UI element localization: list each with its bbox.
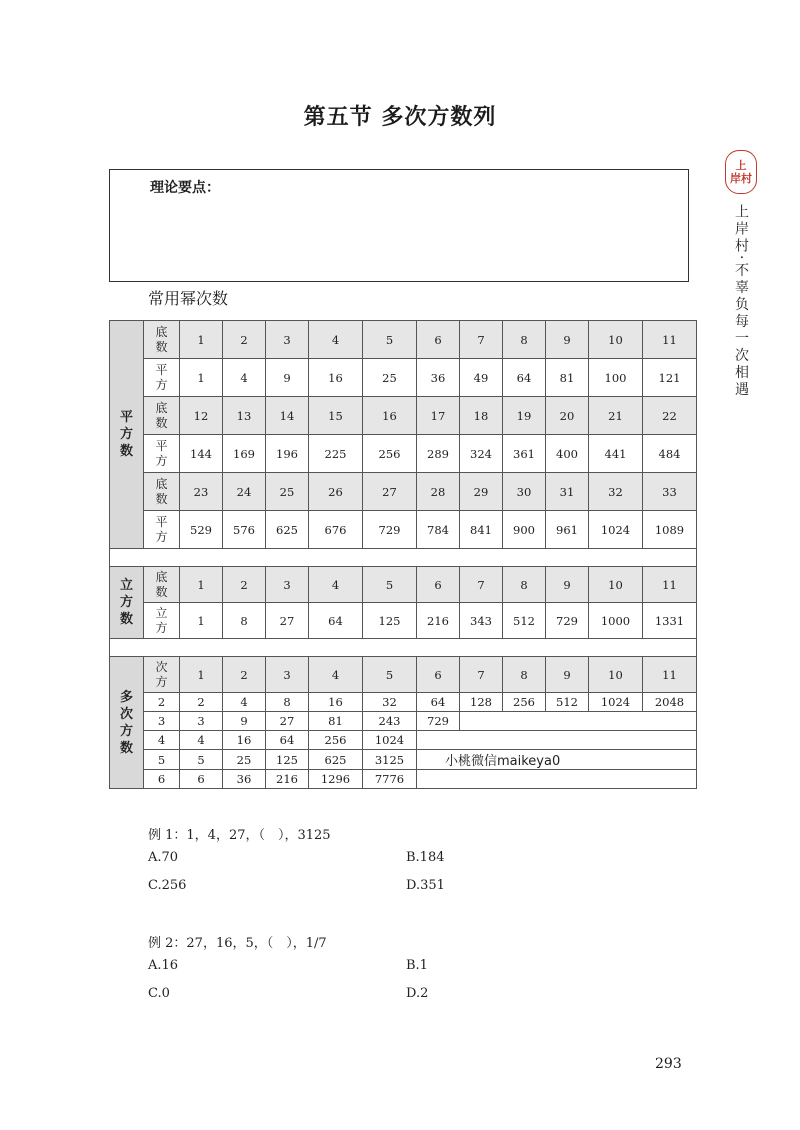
base-cell: 16 <box>363 397 417 435</box>
cube-cell: 125 <box>363 603 417 639</box>
base-cell: 6 <box>417 567 460 603</box>
square-cell: 121 <box>643 359 697 397</box>
power-cell: 8 <box>266 693 309 712</box>
empty-cell <box>417 770 697 789</box>
empty-cell <box>417 731 697 750</box>
power-base-cell: 5 <box>144 750 180 770</box>
square-cell: 784 <box>417 511 460 549</box>
base-cell: 5 <box>363 567 417 603</box>
base-cell: 7 <box>460 567 503 603</box>
square-cell: 49 <box>460 359 503 397</box>
base-cell: 1 <box>180 567 223 603</box>
square-cell: 9 <box>266 359 309 397</box>
base-cell: 3 <box>266 567 309 603</box>
power-cell: 16 <box>309 693 363 712</box>
seal-top: 上 <box>735 159 747 172</box>
square-cell: 324 <box>460 435 503 473</box>
exponent-cell: 6 <box>417 657 460 693</box>
cube-cell: 27 <box>266 603 309 639</box>
power-cell: 64 <box>417 693 460 712</box>
square-cell: 400 <box>546 435 589 473</box>
answer-option: C.0 <box>148 986 170 1001</box>
power-row <box>110 731 697 750</box>
empty-cell <box>460 712 697 731</box>
separator-row <box>110 549 697 567</box>
square-cell: 900 <box>503 511 546 549</box>
base-cell: 33 <box>643 473 697 511</box>
side-brand <box>724 150 758 398</box>
base-cell: 11 <box>643 321 697 359</box>
base-cell: 31 <box>546 473 589 511</box>
exponent-cell: 2 <box>223 657 266 693</box>
power-cell: 16 <box>223 731 266 750</box>
square-cell: 144 <box>180 435 223 473</box>
square-cell: 361 <box>503 435 546 473</box>
cube-base-row <box>110 567 697 603</box>
power-cell: 2048 <box>643 693 697 712</box>
answer-option: B.184 <box>406 850 445 865</box>
cube-cell: 1 <box>180 603 223 639</box>
cube-cell: 216 <box>417 603 460 639</box>
brand-slogan: 上岸村·不辜负每一次相遇 <box>733 204 749 399</box>
base-cell: 27 <box>363 473 417 511</box>
power-cell: 256 <box>309 731 363 750</box>
separator-row <box>110 639 697 657</box>
square-value-row <box>110 435 697 473</box>
exponent-cell: 7 <box>460 657 503 693</box>
power-row <box>110 750 697 770</box>
power-header-row <box>110 657 697 693</box>
power-base-cell: 2 <box>144 693 180 712</box>
power-cell: 1024 <box>363 731 417 750</box>
base-cell: 23 <box>180 473 223 511</box>
theory-label: 理论要点： <box>150 180 220 196</box>
separator-cell <box>110 549 697 567</box>
power-row <box>110 770 697 789</box>
base-cell: 11 <box>643 567 697 603</box>
power-cell: 512 <box>546 693 589 712</box>
cube-cell: 1000 <box>589 603 643 639</box>
square-base-row <box>110 397 697 435</box>
power-cell: 27 <box>266 712 309 731</box>
exponent-cell: 3 <box>266 657 309 693</box>
answer-option: A.16 <box>148 958 179 973</box>
row-label-square: 平 方 <box>144 359 180 397</box>
base-cell: 14 <box>266 397 309 435</box>
power-cell: 4 <box>223 693 266 712</box>
row-label-base: 底 数 <box>144 397 180 435</box>
base-cell: 26 <box>309 473 363 511</box>
base-cell: 6 <box>417 321 460 359</box>
category-label-cubes: 立 方 数 <box>110 567 144 639</box>
cube-value-row <box>110 603 697 639</box>
power-cell: 9 <box>223 712 266 731</box>
row-label-exponent: 次 方 <box>144 657 180 693</box>
row-label-base: 底 数 <box>144 473 180 511</box>
power-cell: 128 <box>460 693 503 712</box>
square-cell: 676 <box>309 511 363 549</box>
square-cell: 961 <box>546 511 589 549</box>
square-value-row <box>110 359 697 397</box>
square-cell: 289 <box>417 435 460 473</box>
square-cell: 841 <box>460 511 503 549</box>
square-cell: 64 <box>503 359 546 397</box>
power-base-cell: 3 <box>144 712 180 731</box>
power-cell: 625 <box>309 750 363 770</box>
cube-cell: 343 <box>460 603 503 639</box>
cube-cell: 1331 <box>643 603 697 639</box>
power-cell: 81 <box>309 712 363 731</box>
base-cell: 4 <box>309 567 363 603</box>
base-cell: 22 <box>643 397 697 435</box>
section-subheading: 常用幂次数 <box>148 289 229 308</box>
example-question: 例 2：27，16，5，（ ），1/7 <box>148 936 327 951</box>
square-cell: 529 <box>180 511 223 549</box>
answer-option: B.1 <box>406 958 428 973</box>
power-cell: 3125 <box>363 750 417 770</box>
base-cell: 10 <box>589 567 643 603</box>
power-cell: 64 <box>266 731 309 750</box>
base-cell: 4 <box>309 321 363 359</box>
square-cell: 625 <box>266 511 309 549</box>
answer-option: D.351 <box>406 878 445 893</box>
separator-cell <box>110 639 697 657</box>
answer-option: A.70 <box>148 850 179 865</box>
category-label-powers: 多 次 方 数 <box>110 657 144 789</box>
page-title: 第五节 多次方数列 <box>303 105 497 130</box>
exponent-cell: 8 <box>503 657 546 693</box>
power-cell: 256 <box>503 693 546 712</box>
square-cell: 25 <box>363 359 417 397</box>
base-cell: 32 <box>589 473 643 511</box>
base-cell: 1 <box>180 321 223 359</box>
exponent-cell: 9 <box>546 657 589 693</box>
square-cell: 36 <box>417 359 460 397</box>
seal-bottom: 岸村 <box>730 172 752 185</box>
base-cell: 21 <box>589 397 643 435</box>
category-label-squares: 平 方 数 <box>110 321 144 549</box>
power-cell: 32 <box>363 693 417 712</box>
base-cell: 13 <box>223 397 266 435</box>
square-cell: 256 <box>363 435 417 473</box>
exponent-cell: 4 <box>309 657 363 693</box>
base-cell: 24 <box>223 473 266 511</box>
power-cell: 243 <box>363 712 417 731</box>
theory-box <box>109 169 689 282</box>
square-base-row <box>110 473 697 511</box>
square-cell: 441 <box>589 435 643 473</box>
cube-cell: 64 <box>309 603 363 639</box>
square-cell: 729 <box>363 511 417 549</box>
example-question: 例 1：1，4，27，（ ），3125 <box>148 828 331 843</box>
page-number: 293 <box>655 1056 682 1072</box>
base-cell: 19 <box>503 397 546 435</box>
exponent-cell: 10 <box>589 657 643 693</box>
power-cell: 36 <box>223 770 266 789</box>
power-base-cell: 4 <box>144 731 180 750</box>
row-label-base: 底 数 <box>144 567 180 603</box>
cube-cell: 512 <box>503 603 546 639</box>
row-label-square: 平 方 <box>144 511 180 549</box>
square-base-row <box>110 321 697 359</box>
power-cell: 125 <box>266 750 309 770</box>
base-cell: 29 <box>460 473 503 511</box>
answer-option: C.256 <box>148 878 187 893</box>
base-cell: 20 <box>546 397 589 435</box>
square-cell: 169 <box>223 435 266 473</box>
power-cell: 2 <box>180 693 223 712</box>
exponent-cell: 1 <box>180 657 223 693</box>
cube-cell: 729 <box>546 603 589 639</box>
square-cell: 576 <box>223 511 266 549</box>
power-cell: 1024 <box>589 693 643 712</box>
base-cell: 17 <box>417 397 460 435</box>
square-cell: 196 <box>266 435 309 473</box>
square-value-row <box>110 511 697 549</box>
base-cell: 12 <box>180 397 223 435</box>
square-cell: 4 <box>223 359 266 397</box>
base-cell: 2 <box>223 567 266 603</box>
base-cell: 30 <box>503 473 546 511</box>
square-cell: 1 <box>180 359 223 397</box>
base-cell: 8 <box>503 567 546 603</box>
power-row <box>110 712 697 731</box>
square-cell: 81 <box>546 359 589 397</box>
base-cell: 15 <box>309 397 363 435</box>
base-cell: 7 <box>460 321 503 359</box>
exponent-cell: 5 <box>363 657 417 693</box>
watermark-note: 小桃微信maikeya0 <box>417 750 697 770</box>
power-cell: 6 <box>180 770 223 789</box>
square-cell: 1024 <box>589 511 643 549</box>
power-cell: 7776 <box>363 770 417 789</box>
powers-table <box>109 320 697 789</box>
power-cell: 729 <box>417 712 460 731</box>
base-cell: 28 <box>417 473 460 511</box>
base-cell: 2 <box>223 321 266 359</box>
brand-seal <box>725 150 757 194</box>
square-cell: 1089 <box>643 511 697 549</box>
base-cell: 3 <box>266 321 309 359</box>
row-label-square: 平 方 <box>144 435 180 473</box>
power-cell: 25 <box>223 750 266 770</box>
base-cell: 10 <box>589 321 643 359</box>
power-cell: 216 <box>266 770 309 789</box>
base-cell: 9 <box>546 567 589 603</box>
power-row <box>110 693 697 712</box>
base-cell: 18 <box>460 397 503 435</box>
row-label-base: 底 数 <box>144 321 180 359</box>
power-cell: 3 <box>180 712 223 731</box>
square-cell: 484 <box>643 435 697 473</box>
base-cell: 25 <box>266 473 309 511</box>
power-base-cell: 6 <box>144 770 180 789</box>
cube-cell: 8 <box>223 603 266 639</box>
power-cell: 4 <box>180 731 223 750</box>
base-cell: 9 <box>546 321 589 359</box>
exponent-cell: 11 <box>643 657 697 693</box>
square-cell: 16 <box>309 359 363 397</box>
base-cell: 5 <box>363 321 417 359</box>
square-cell: 225 <box>309 435 363 473</box>
row-label-cube: 立 方 <box>144 603 180 639</box>
square-cell: 100 <box>589 359 643 397</box>
answer-option: D.2 <box>406 986 429 1001</box>
power-cell: 1296 <box>309 770 363 789</box>
power-cell: 5 <box>180 750 223 770</box>
base-cell: 8 <box>503 321 546 359</box>
